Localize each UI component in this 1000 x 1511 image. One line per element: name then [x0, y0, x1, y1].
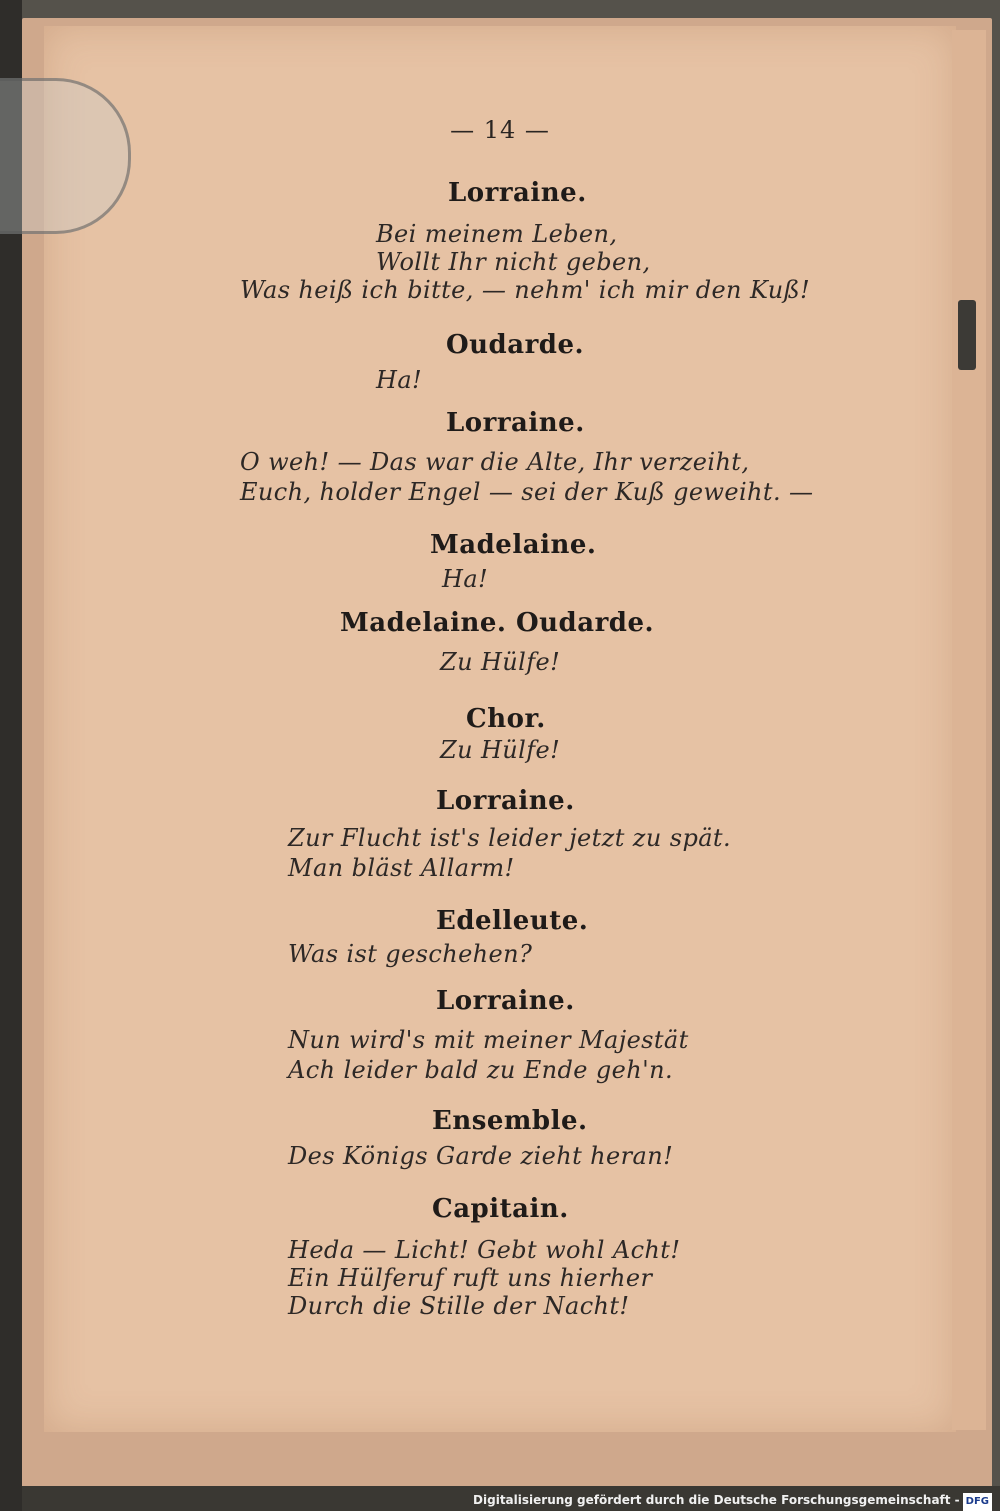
verse-line: Nun wird's mit meiner Majestät — [288, 1026, 689, 1054]
speaker-name: Oudarde. — [446, 330, 585, 360]
verse-line: Was ist geschehen? — [288, 940, 533, 968]
speaker-name: Lorraine. — [446, 408, 585, 438]
speaker-name: Capitain. — [432, 1194, 569, 1224]
digitization-credit — [473, 1491, 992, 1509]
verse-line: Heda — Licht! Gebt wohl Acht! — [288, 1236, 681, 1264]
verse-line: Man bläst Allarm! — [288, 854, 515, 882]
verse-line: O weh! — Das war die Alte, Ihr verzeiht, — [240, 448, 750, 476]
verse-line: Zur Flucht ist's leider jetzt zu spät. — [288, 824, 731, 852]
verse-line: Ha! — [442, 565, 489, 593]
verse-line: Bei meinem Leben, — [376, 220, 618, 248]
verse-line: Ein Hülferuf ruft uns hierher — [288, 1264, 653, 1292]
verse-line: Zu Hülfe! — [440, 736, 561, 764]
credit-text: Digitalisierung gefördert durch die Deutsche Forschungsgemeinschaft - — [473, 1493, 960, 1507]
verse-line: Zu Hülfe! — [440, 648, 561, 676]
verse-line: Was heiß ich bitte, — nehm' ich mir den Kuß! — [240, 276, 811, 304]
speaker-name: Lorraine. — [448, 178, 587, 208]
verse-line: Wollt Ihr nicht geben, — [376, 248, 651, 276]
speaker-name: Edelleute. — [436, 906, 589, 936]
verse-line: Durch die Stille der Nacht! — [288, 1292, 630, 1320]
speaker-name: Chor. — [466, 704, 546, 734]
verse-line: Des Königs Garde zieht heran! — [288, 1142, 674, 1170]
speaker-name: Madelaine. Oudarde. — [340, 608, 655, 638]
verse-line: Ha! — [376, 366, 423, 394]
speaker-name: Madelaine. — [430, 530, 597, 560]
verse-line: Ach leider bald zu Ende geh'n. — [288, 1056, 674, 1084]
page-number: — 14 — — [450, 116, 550, 144]
speaker-name: Lorraine. — [436, 786, 575, 816]
dfg-logo: DFG — [963, 1493, 992, 1511]
verse-line: Euch, holder Engel — sei der Kuß geweiht. — — [240, 478, 814, 506]
speaker-name: Lorraine. — [436, 986, 575, 1016]
speaker-name: Ensemble. — [432, 1106, 588, 1136]
